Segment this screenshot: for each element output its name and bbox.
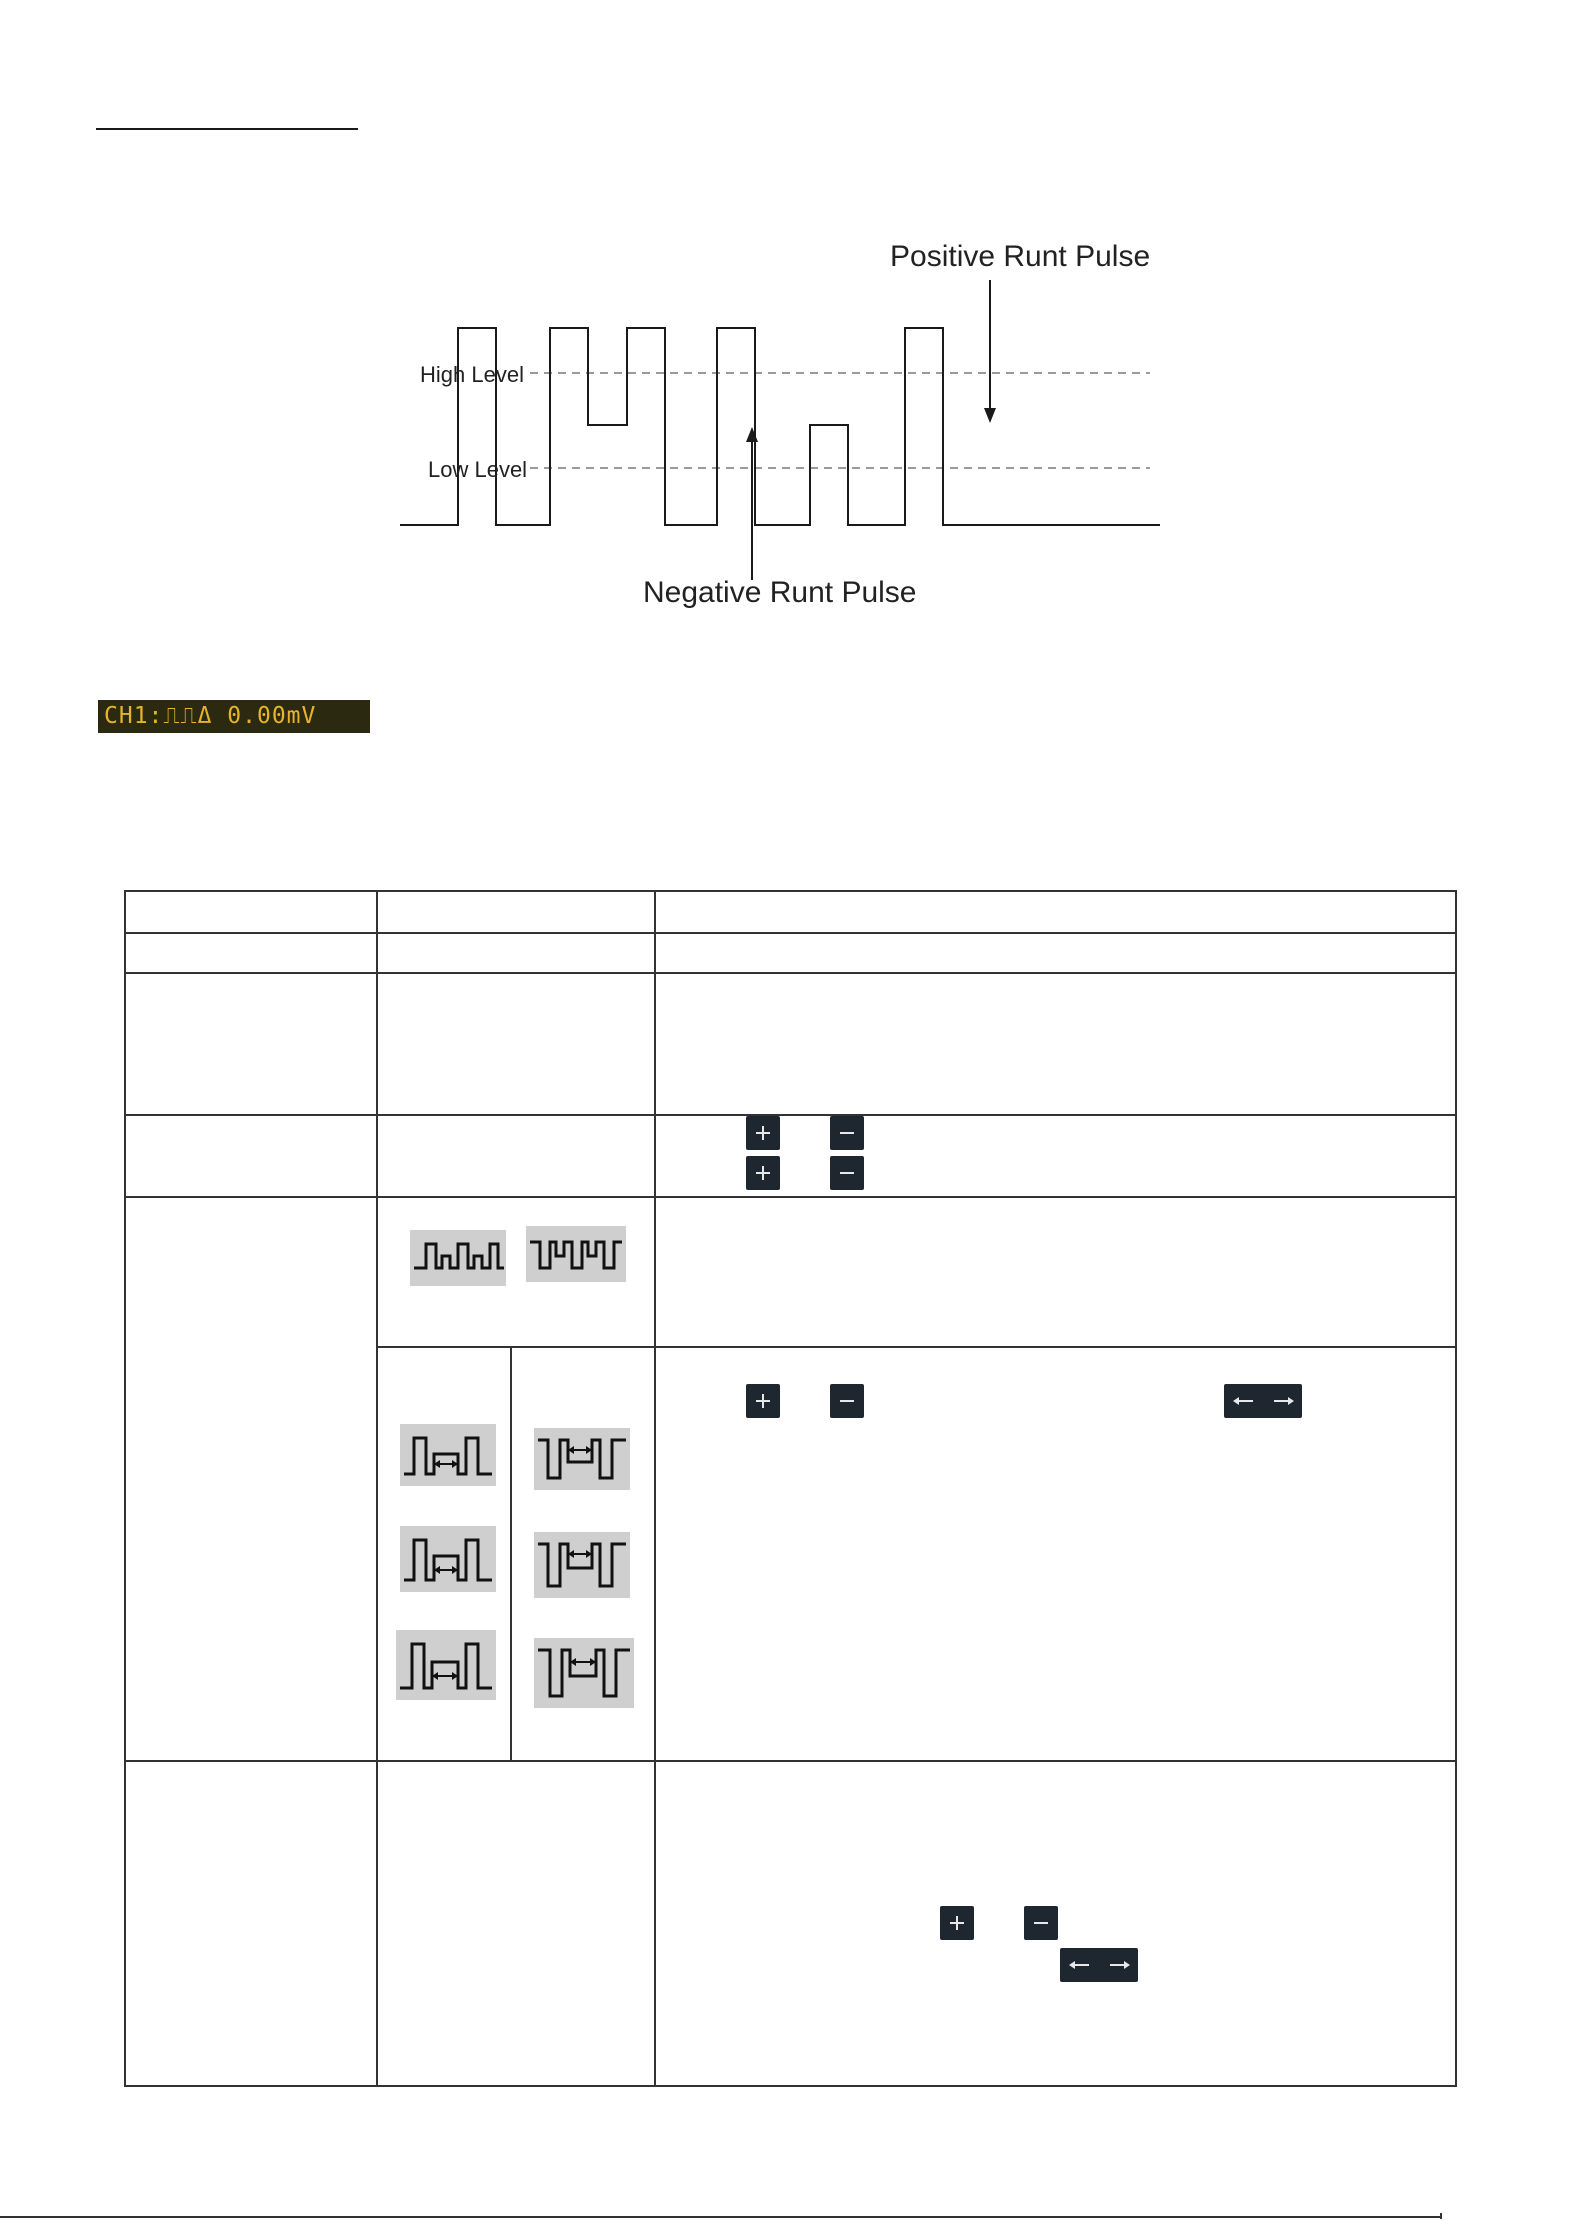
plus-button-icon <box>746 1384 780 1418</box>
table-border-top <box>124 890 1457 892</box>
left-right-arrows-icon <box>1224 1384 1302 1418</box>
table-row-divider <box>124 1196 1457 1198</box>
negative-runt-label: Negative Runt Pulse <box>643 576 917 609</box>
negative-runt-polarity-icon <box>526 1226 626 1282</box>
table-subcol-divider <box>510 1346 512 1760</box>
table-col-divider <box>654 890 656 2087</box>
table-border-bottom <box>124 2085 1457 2087</box>
footer-tick <box>1440 2213 1442 2219</box>
heading-underline <box>96 128 358 130</box>
table-row-divider <box>124 1114 1457 1116</box>
high-level-label: High Level <box>420 362 524 387</box>
table-border-right <box>1455 890 1457 2087</box>
table-row-divider <box>378 1346 1457 1348</box>
positive-width-greater-icon <box>400 1424 496 1486</box>
minus-button-icon <box>830 1116 864 1150</box>
plus-button-icon <box>746 1156 780 1190</box>
positive-arrow-head <box>984 408 996 423</box>
plus-button-icon <box>940 1906 974 1940</box>
table-col-divider <box>376 890 378 2087</box>
positive-width-less-icon <box>400 1526 496 1592</box>
minus-button-icon <box>830 1156 864 1190</box>
runt-pulse-diagram <box>400 220 1180 620</box>
table-row-divider <box>124 1760 1457 1762</box>
table-row-divider <box>124 932 1457 934</box>
minus-button-icon <box>1024 1906 1058 1940</box>
waveform <box>400 328 1160 525</box>
footer-rule <box>0 2216 1440 2218</box>
trigger-status-badge: CH1:⎍⎍Δ 0.00mV <box>98 700 370 733</box>
plus-button-icon <box>746 1116 780 1150</box>
negative-width-less-icon <box>534 1532 630 1598</box>
table-border-left <box>124 890 126 2087</box>
settings-table <box>124 890 1457 2087</box>
positive-runt-label: Positive Runt Pulse <box>890 240 1151 273</box>
table-row-divider <box>124 972 1457 974</box>
positive-width-between-icon <box>396 1630 496 1700</box>
left-right-arrows-icon <box>1060 1948 1138 1982</box>
negative-arrow-head <box>746 427 758 442</box>
negative-width-greater-icon <box>534 1428 630 1490</box>
positive-runt-polarity-icon <box>410 1230 506 1286</box>
minus-button-icon <box>830 1384 864 1418</box>
negative-width-between-icon <box>534 1638 634 1708</box>
low-level-label: Low Level <box>428 457 528 482</box>
